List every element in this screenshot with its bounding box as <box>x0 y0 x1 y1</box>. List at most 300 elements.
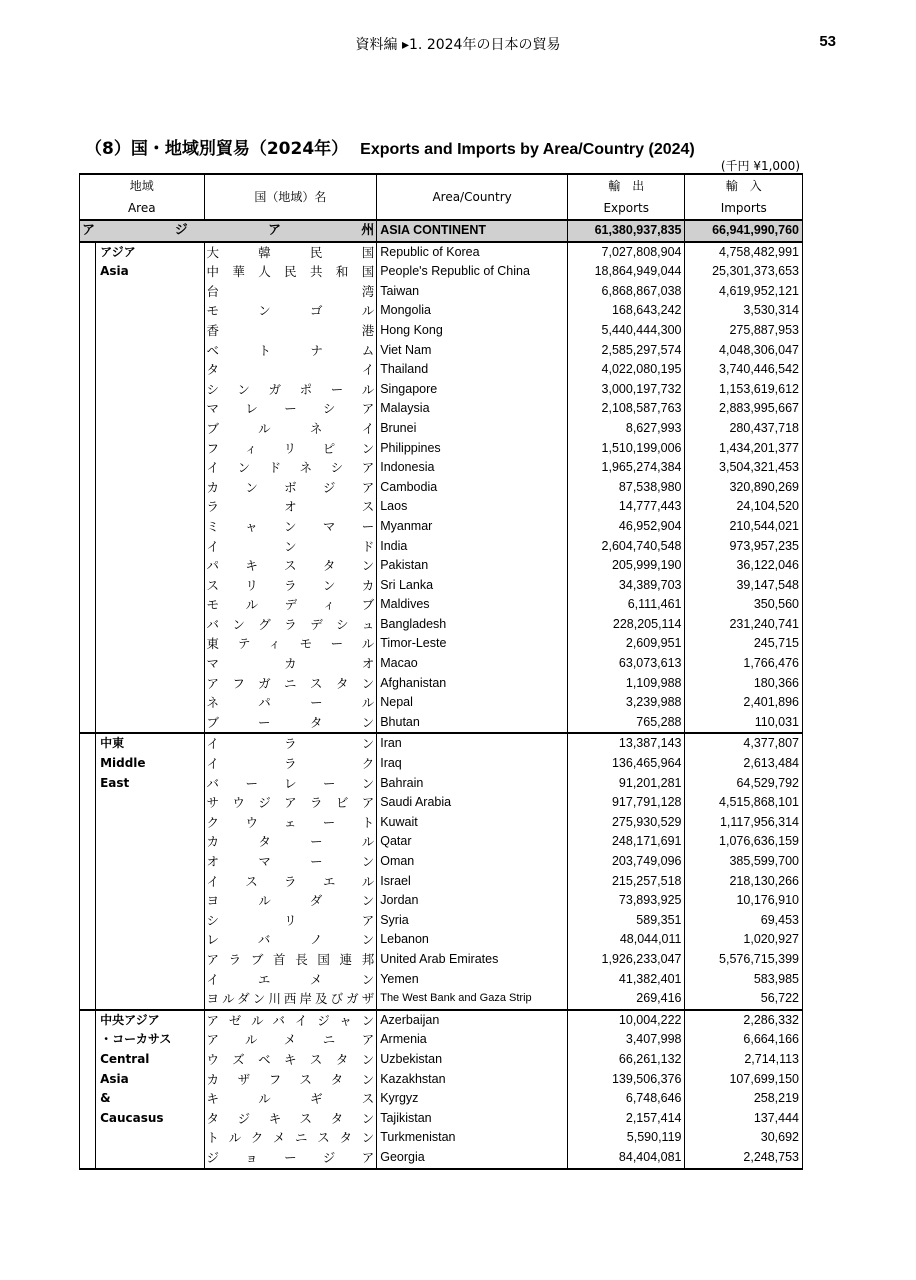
region-name <box>96 301 204 321</box>
table-row <box>80 262 803 282</box>
imports-value: 1,117,956,314 <box>685 813 803 833</box>
exports-value: 2,585,297,574 <box>568 341 685 361</box>
exports-value: 18,864,949,044 <box>568 262 685 282</box>
indent-cell <box>80 419 96 439</box>
indent-cell <box>80 1030 96 1050</box>
indent-cell <box>80 595 96 615</box>
country-name-en: Bangladesh <box>377 615 568 635</box>
indent-cell <box>80 911 96 931</box>
table-row <box>80 970 803 990</box>
exports-value: 3,000,197,732 <box>568 380 685 400</box>
exports-value: 589,351 <box>568 911 685 931</box>
imports-value: 2,714,113 <box>685 1050 803 1070</box>
country-name-jp: ヨルダン川西岸及びガザ <box>204 989 377 1010</box>
imports-value: 4,048,306,047 <box>685 341 803 361</box>
indent-cell <box>80 733 96 754</box>
exports-value: 91,201,281 <box>568 774 685 794</box>
region-name <box>96 615 204 635</box>
exports-value: 4,022,080,195 <box>568 360 685 380</box>
exports-value: 87,538,980 <box>568 478 685 498</box>
region-name <box>96 419 204 439</box>
exports-value: 6,748,646 <box>568 1089 685 1109</box>
header-country-jp: 国（地域）名 <box>204 174 377 220</box>
imports-value: 3,504,321,453 <box>685 458 803 478</box>
exports-value: 8,627,993 <box>568 419 685 439</box>
region-name <box>96 517 204 537</box>
table-row <box>80 713 803 734</box>
region-name <box>96 674 204 694</box>
table-row <box>80 419 803 439</box>
country-name-jp: 香港 <box>204 321 377 341</box>
table-row <box>80 478 803 498</box>
imports-value: 56,722 <box>685 989 803 1010</box>
table-row <box>80 1070 803 1090</box>
exports-value: 2,604,740,548 <box>568 537 685 557</box>
imports-value: 6,664,166 <box>685 1030 803 1050</box>
exports-value: 269,416 <box>568 989 685 1010</box>
country-name-jp: バーレーン <box>204 774 377 794</box>
table-row <box>80 380 803 400</box>
country-name-jp: ブータン <box>204 713 377 734</box>
country-name-jp: シリア <box>204 911 377 931</box>
country-name-en: Israel <box>377 872 568 892</box>
country-name-en: Singapore <box>377 380 568 400</box>
country-name-en: Myanmar <box>377 517 568 537</box>
indent-cell <box>80 1089 96 1109</box>
region-name <box>96 478 204 498</box>
exports-value: 2,157,414 <box>568 1109 685 1129</box>
unit-note: (千円 ¥1,000) <box>720 159 800 173</box>
imports-value: 137,444 <box>685 1109 803 1129</box>
indent-cell <box>80 321 96 341</box>
continent-imports: 66,941,990,760 <box>685 220 803 242</box>
exports-value: 46,952,904 <box>568 517 685 537</box>
country-name-en: United Arab Emirates <box>377 950 568 970</box>
region-name <box>96 282 204 302</box>
region-name <box>96 930 204 950</box>
table-row <box>80 872 803 892</box>
region-name <box>96 439 204 459</box>
country-name-en: Iran <box>377 733 568 754</box>
country-name-en: The West Bank and Gaza Strip <box>377 989 568 1010</box>
region-name: Middle <box>96 754 204 774</box>
indent-cell <box>80 1050 96 1070</box>
continent-name-jp: アジア州 <box>80 220 377 242</box>
indent-cell <box>80 242 96 263</box>
imports-value: 1,434,201,377 <box>685 439 803 459</box>
continent-total-row <box>80 220 803 242</box>
country-name-jp: タジキスタン <box>204 1109 377 1129</box>
country-name-jp: オマーン <box>204 852 377 872</box>
exports-value: 3,407,998 <box>568 1030 685 1050</box>
country-name-en: Saudi Arabia <box>377 793 568 813</box>
country-name-jp: クウェート <box>204 813 377 833</box>
indent-cell <box>80 813 96 833</box>
table-row <box>80 793 803 813</box>
indent-cell <box>80 634 96 654</box>
exports-value: 66,261,132 <box>568 1050 685 1070</box>
indent-cell <box>80 262 96 282</box>
table-row <box>80 242 803 263</box>
table-row <box>80 595 803 615</box>
table-row <box>80 654 803 674</box>
table-row <box>80 341 803 361</box>
indent-cell <box>80 1010 96 1031</box>
region-name: Asia <box>96 262 204 282</box>
country-name-en: Indonesia <box>377 458 568 478</box>
indent-cell <box>80 497 96 517</box>
imports-value: 3,740,446,542 <box>685 360 803 380</box>
country-name-en: Jordan <box>377 891 568 911</box>
imports-value: 4,758,482,991 <box>685 242 803 263</box>
region-name <box>96 399 204 419</box>
country-name-jp: ラオス <box>204 497 377 517</box>
exports-value: 6,111,461 <box>568 595 685 615</box>
exports-value: 5,590,119 <box>568 1128 685 1148</box>
country-name-en: Pakistan <box>377 556 568 576</box>
exports-value: 14,777,443 <box>568 497 685 517</box>
table-row <box>80 989 803 1010</box>
indent-cell <box>80 852 96 872</box>
country-name-en: Uzbekistan <box>377 1050 568 1070</box>
imports-value: 36,122,046 <box>685 556 803 576</box>
indent-cell <box>80 754 96 774</box>
region-name: 中央アジア <box>96 1010 204 1031</box>
indent-cell <box>80 517 96 537</box>
imports-value: 30,692 <box>685 1128 803 1148</box>
region-name <box>96 634 204 654</box>
imports-value: 258,219 <box>685 1089 803 1109</box>
imports-value: 2,883,995,667 <box>685 399 803 419</box>
country-name-jp: ミャンマー <box>204 517 377 537</box>
exports-value: 3,239,988 <box>568 693 685 713</box>
table-row <box>80 950 803 970</box>
exports-value: 1,109,988 <box>568 674 685 694</box>
imports-value: 583,985 <box>685 970 803 990</box>
imports-value: 973,957,235 <box>685 537 803 557</box>
region-name <box>96 654 204 674</box>
region-name <box>96 813 204 833</box>
page-number: 53 <box>819 33 836 50</box>
exports-value: 84,404,081 <box>568 1148 685 1169</box>
region-name <box>96 693 204 713</box>
country-name-jp: 東ティモール <box>204 634 377 654</box>
country-name-jp: カンボジア <box>204 478 377 498</box>
table-row <box>80 1109 803 1129</box>
table-row <box>80 576 803 596</box>
imports-value: 69,453 <box>685 911 803 931</box>
indent-cell <box>80 380 96 400</box>
country-name-jp: アラブ首長国連邦 <box>204 950 377 970</box>
country-name-jp: スリランカ <box>204 576 377 596</box>
imports-value: 1,076,636,159 <box>685 832 803 852</box>
indent-cell <box>80 301 96 321</box>
region-name <box>96 1148 204 1169</box>
country-name-en: Syria <box>377 911 568 931</box>
region-name <box>96 950 204 970</box>
continent-exports: 61,380,937,835 <box>568 220 685 242</box>
region-name <box>96 793 204 813</box>
imports-value: 39,147,548 <box>685 576 803 596</box>
title-en: Exports and Imports by Area/Country (2024) <box>360 141 695 158</box>
region-name <box>96 832 204 852</box>
imports-value: 210,544,021 <box>685 517 803 537</box>
imports-value: 350,560 <box>685 595 803 615</box>
region-name <box>96 380 204 400</box>
country-name-jp: モンゴル <box>204 301 377 321</box>
country-name-en: Taiwan <box>377 282 568 302</box>
country-name-en: Kuwait <box>377 813 568 833</box>
country-name-en: Lebanon <box>377 930 568 950</box>
country-name-en: Qatar <box>377 832 568 852</box>
region-name <box>96 989 204 1010</box>
exports-value: 41,382,401 <box>568 970 685 990</box>
country-name-en: Macao <box>377 654 568 674</box>
indent-cell <box>80 1128 96 1148</box>
indent-cell <box>80 654 96 674</box>
country-name-en: Armenia <box>377 1030 568 1050</box>
country-name-en: Brunei <box>377 419 568 439</box>
exports-value: 917,791,128 <box>568 793 685 813</box>
table-row <box>80 556 803 576</box>
exports-value: 5,440,444,300 <box>568 321 685 341</box>
indent-cell <box>80 713 96 734</box>
running-header: 資料編 ▸1. 2024年の日本の貿易 <box>355 37 561 53</box>
country-name-en: Hong Kong <box>377 321 568 341</box>
country-name-jp: モルディブ <box>204 595 377 615</box>
imports-value: 2,613,484 <box>685 754 803 774</box>
table-row <box>80 301 803 321</box>
exports-value: 205,999,190 <box>568 556 685 576</box>
header-exports-en: Exports <box>568 197 685 220</box>
exports-value: 765,288 <box>568 713 685 734</box>
indent-cell <box>80 989 96 1010</box>
indent-cell <box>80 341 96 361</box>
table-row <box>80 497 803 517</box>
indent-cell <box>80 674 96 694</box>
exports-value: 2,609,951 <box>568 634 685 654</box>
region-name: 中東 <box>96 733 204 754</box>
table-row <box>80 1148 803 1169</box>
imports-value: 24,104,520 <box>685 497 803 517</box>
country-name-jp: カザフスタン <box>204 1070 377 1090</box>
indent-cell <box>80 458 96 478</box>
exports-value: 1,510,199,006 <box>568 439 685 459</box>
table-row <box>80 891 803 911</box>
country-name-jp: マカオ <box>204 654 377 674</box>
indent-cell <box>80 793 96 813</box>
header-area-en: Area <box>80 197 205 220</box>
table-row <box>80 282 803 302</box>
imports-value: 320,890,269 <box>685 478 803 498</box>
exports-value: 203,749,096 <box>568 852 685 872</box>
table-row <box>80 517 803 537</box>
exports-value: 34,389,703 <box>568 576 685 596</box>
table-row <box>80 1128 803 1148</box>
region-name: Central <box>96 1050 204 1070</box>
country-name-jp: インド <box>204 537 377 557</box>
imports-value: 4,619,952,121 <box>685 282 803 302</box>
table-row <box>80 458 803 478</box>
region-name <box>96 360 204 380</box>
table-row <box>80 1089 803 1109</box>
indent-cell <box>80 1148 96 1169</box>
region-name: East <box>96 774 204 794</box>
table-row <box>80 911 803 931</box>
table-row <box>80 537 803 557</box>
country-name-en: Thailand <box>377 360 568 380</box>
region-name <box>96 576 204 596</box>
header-imports-en: Imports <box>685 197 803 220</box>
country-name-en: Afghanistan <box>377 674 568 694</box>
country-name-jp: フィリピン <box>204 439 377 459</box>
country-name-en: Iraq <box>377 754 568 774</box>
table-row <box>80 1030 803 1050</box>
indent-cell <box>80 615 96 635</box>
country-name-en: Oman <box>377 852 568 872</box>
country-name-en: Kyrgyz <box>377 1089 568 1109</box>
indent-cell <box>80 693 96 713</box>
exports-value: 248,171,691 <box>568 832 685 852</box>
imports-value: 110,031 <box>685 713 803 734</box>
imports-value: 1,020,927 <box>685 930 803 950</box>
indent-cell <box>80 1109 96 1129</box>
country-name-jp: ウズベキスタン <box>204 1050 377 1070</box>
country-name-jp: ベトナム <box>204 341 377 361</box>
country-name-en: Georgia <box>377 1148 568 1169</box>
imports-value: 2,401,896 <box>685 693 803 713</box>
header-area-jp: 地域 <box>80 174 205 197</box>
country-name-jp: サウジアラビア <box>204 793 377 813</box>
indent-cell <box>80 282 96 302</box>
region-name <box>96 497 204 517</box>
indent-cell <box>80 970 96 990</box>
indent-cell <box>80 774 96 794</box>
exports-value: 215,257,518 <box>568 872 685 892</box>
region-name <box>96 911 204 931</box>
country-name-en: Maldives <box>377 595 568 615</box>
exports-value: 275,930,529 <box>568 813 685 833</box>
region-name <box>96 341 204 361</box>
exports-value: 228,205,114 <box>568 615 685 635</box>
imports-value: 2,286,332 <box>685 1010 803 1031</box>
region-name <box>96 1128 204 1148</box>
indent-cell <box>80 399 96 419</box>
country-name-jp: レバノン <box>204 930 377 950</box>
header-country-en: Area/Country <box>377 174 568 220</box>
continent-name-en: ASIA CONTINENT <box>377 220 568 242</box>
country-name-en: Bahrain <box>377 774 568 794</box>
exports-value: 13,387,143 <box>568 733 685 754</box>
indent-cell <box>80 576 96 596</box>
country-name-en: Laos <box>377 497 568 517</box>
table-body <box>80 220 803 1169</box>
indent-cell <box>80 478 96 498</box>
exports-value: 1,965,274,384 <box>568 458 685 478</box>
country-name-jp: アフガニスタン <box>204 674 377 694</box>
exports-value: 1,926,233,047 <box>568 950 685 970</box>
country-name-en: India <box>377 537 568 557</box>
region-name <box>96 713 204 734</box>
imports-value: 1,766,476 <box>685 654 803 674</box>
imports-value: 4,377,807 <box>685 733 803 754</box>
country-name-jp: ジョージア <box>204 1148 377 1169</box>
country-name-en: Turkmenistan <box>377 1128 568 1148</box>
region-name <box>96 891 204 911</box>
region-name <box>96 970 204 990</box>
region-name: ・コーカサス <box>96 1030 204 1050</box>
indent-cell <box>80 832 96 852</box>
imports-value: 180,366 <box>685 674 803 694</box>
country-name-jp: タイ <box>204 360 377 380</box>
country-name-jp: バングラデシュ <box>204 615 377 635</box>
exports-value: 7,027,808,904 <box>568 242 685 263</box>
country-name-jp: 中華人民共和国 <box>204 262 377 282</box>
region-name <box>96 872 204 892</box>
region-name <box>96 321 204 341</box>
imports-value: 25,301,373,653 <box>685 262 803 282</box>
table-row <box>80 693 803 713</box>
exports-value: 136,465,964 <box>568 754 685 774</box>
country-name-en: Yemen <box>377 970 568 990</box>
country-name-jp: シンガポール <box>204 380 377 400</box>
region-name: アジア <box>96 242 204 263</box>
imports-value: 1,153,619,612 <box>685 380 803 400</box>
imports-value: 385,599,700 <box>685 852 803 872</box>
country-name-en: Timor-Leste <box>377 634 568 654</box>
imports-value: 231,240,741 <box>685 615 803 635</box>
country-name-jp: アゼルバイジャン <box>204 1010 377 1031</box>
indent-cell <box>80 537 96 557</box>
indent-cell <box>80 439 96 459</box>
country-name-jp: イエメン <box>204 970 377 990</box>
table-row <box>80 360 803 380</box>
table-row <box>80 1010 803 1031</box>
exports-value: 10,004,222 <box>568 1010 685 1031</box>
region-name: & <box>96 1089 204 1109</box>
country-name-jp: キルギス <box>204 1089 377 1109</box>
table-row <box>80 774 803 794</box>
country-name-en: Tajikistan <box>377 1109 568 1129</box>
region-name <box>96 852 204 872</box>
table-row <box>80 399 803 419</box>
imports-value: 4,515,868,101 <box>685 793 803 813</box>
imports-value: 218,130,266 <box>685 872 803 892</box>
table-row <box>80 1050 803 1070</box>
region-name: Asia <box>96 1070 204 1090</box>
header-exports-jp: 輸 出 <box>568 174 685 197</box>
page-title <box>85 134 695 159</box>
imports-value: 245,715 <box>685 634 803 654</box>
indent-cell <box>80 950 96 970</box>
table-row <box>80 321 803 341</box>
exports-value: 2,108,587,763 <box>568 399 685 419</box>
table-row <box>80 733 803 754</box>
country-name-jp: パキスタン <box>204 556 377 576</box>
country-name-jp: トルクメニスタン <box>204 1128 377 1148</box>
indent-cell <box>80 891 96 911</box>
country-name-en: People's Republic of China <box>377 262 568 282</box>
country-name-en: Viet Nam <box>377 341 568 361</box>
region-name <box>96 537 204 557</box>
table-row <box>80 439 803 459</box>
indent-cell <box>80 872 96 892</box>
country-name-en: Sri Lanka <box>377 576 568 596</box>
region-name <box>96 556 204 576</box>
header-imports-jp: 輸 入 <box>685 174 803 197</box>
exports-value: 168,643,242 <box>568 301 685 321</box>
country-name-jp: イラク <box>204 754 377 774</box>
